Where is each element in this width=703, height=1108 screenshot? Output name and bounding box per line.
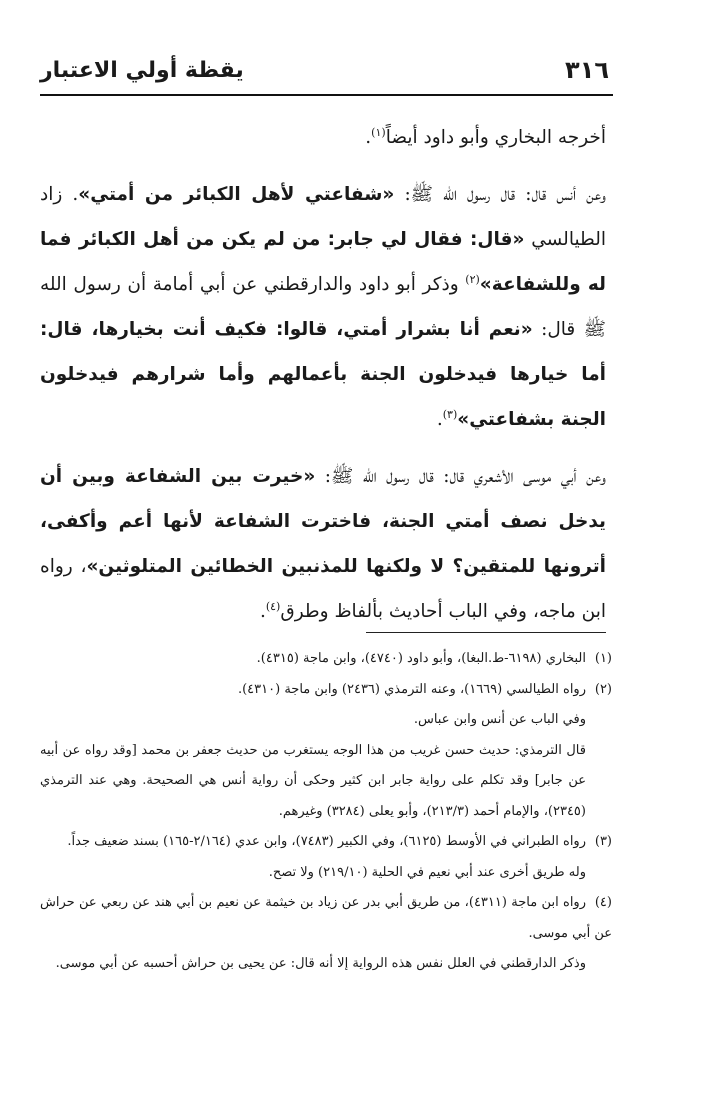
footnote-text: وفي الباب عن أنس وابن عباس. xyxy=(413,712,586,727)
footnote-text: وله طريق أخرى عند أبي نعيم في الحلية (٢١٩/١٠) ولا تصح. xyxy=(268,864,586,880)
footnote xyxy=(40,827,612,858)
footnote-number: (٤) xyxy=(594,895,612,910)
footnote-continuation xyxy=(40,736,612,828)
paragraph-end: . xyxy=(365,127,372,148)
paragraph-end: . xyxy=(259,601,266,622)
footnote xyxy=(40,644,612,675)
footnote-text: رواه الطيالسي (١٦٦٩)، وعنه الترمذي (٢٤٣٦) وابن ماجة (٤٣١٠). xyxy=(237,681,586,697)
paragraph-1 xyxy=(40,115,606,160)
hadith-quote: «خيرت بين الشفاعة وبين أن يدخل نصف أمتي الجنة، فاخترت الشفاعة لأنها أعم وأكفى، أترونها للمتقين؟ لا ولكنها للمذنبين الخطائين المتلوثين» xyxy=(40,466,606,577)
footnote-continuation xyxy=(40,949,612,980)
running-title: يقظة أولي الاعتبار xyxy=(40,58,244,83)
paragraph-3 xyxy=(40,454,606,634)
footnote-text: وذكر الدارقطني في العلل نفس هذه الرواية إلا أنه قال: عن يحيى بن حراش أحسبه عن أبي موسى. xyxy=(55,956,586,971)
hadith-quote: «شفاعتي لأهل الكبائر من أمتي» xyxy=(78,184,395,205)
footnote-number: (١) xyxy=(594,651,612,666)
hadith-quote: «نعم أنا بشرار أمتي، قالوا: فكيف أنت بخيارها، قال: أما خيارها فيدخلون الجنة بأعمالهم وأما شرارهم فيدخلون الجنة بشفاعتي» xyxy=(40,319,606,430)
paragraph-text: . زاد الطيالسي xyxy=(40,184,606,250)
footnotes xyxy=(40,644,612,980)
paragraph-text: وذكر أبو داود والدارقطني عن أبي أمامة أن رسول الله ﷺ قال: xyxy=(40,274,607,340)
footnote-text: رواه ابن ماجة (٤٣١١)، من طريق أبي بدر عن زياد بن خيثمة عن نعيم بن أبي هند عن ربعي عن حراش عن أبي موسى. xyxy=(40,895,612,941)
footnote-ref-3[interactable]: (٣) xyxy=(442,407,458,421)
main-text xyxy=(40,115,606,634)
footnote xyxy=(40,888,612,949)
footnote-continuation xyxy=(40,705,612,736)
footnote-text: البخاري (٦١٩٨-ط.البغا)، وأبو داود (٤٧٤٠)، وابن ماجة (٤٣١٥). xyxy=(256,651,586,666)
paragraph-text: ، رواه ابن ماجه، وفي الباب أحاديث بألفاظ وطرق xyxy=(40,556,606,622)
paragraph-end: . xyxy=(436,409,443,430)
footnote-number: (٢) xyxy=(594,681,612,697)
footnote-ref-4[interactable]: (٤) xyxy=(265,599,281,613)
footnote-text: رواه الطبراني في الأوسط (٦١٢٥)، وفي الكبير (٧٤٨٣)، وابن عدي (٢/١٦٤-١٦٥) بسند ضعيف جداً. xyxy=(67,834,586,849)
paragraph-2 xyxy=(40,172,606,442)
page-number: ٣١٦ xyxy=(565,56,609,84)
paragraph-text: وعن أنس قال: قال رسول الله ﷺ: xyxy=(394,184,606,205)
footnote-ref-2[interactable]: (٢) xyxy=(465,272,480,286)
footnote-text: قال الترمذي: حديث حسن غريب من هذا الوجه يستغرب من حديث جعفر بن محمد [وقد رواه عن أبيه عن جابر] وقد تكلم على رواية جابر ابن كثير وحكى أن رواية أنس هي الصحيحة. وهي عند الترمذي (٢٣٤٥)، والإمام أحمد (٢١٣/٣)، وأبو يعلى (٣٢٨٤) وغيرهم. xyxy=(40,742,586,819)
page-header xyxy=(40,52,613,96)
footnote xyxy=(40,675,612,706)
footnote-number: (٣) xyxy=(594,834,612,849)
footnote-ref-1[interactable]: (١) xyxy=(371,125,386,139)
paragraph-text: أخرجه البخاري وأبو داود أيضاً xyxy=(385,127,606,148)
paragraph-text: وعن أبي موسى الأشعري قال: قال رسول الله ﷺ: xyxy=(315,466,606,487)
hadith-quote: «قال: فقال لي جابر: من لم يكن من أهل الكبائر فما له وللشفاعة» xyxy=(40,229,606,295)
footnote-separator xyxy=(366,632,606,633)
footnote-continuation xyxy=(40,858,612,889)
